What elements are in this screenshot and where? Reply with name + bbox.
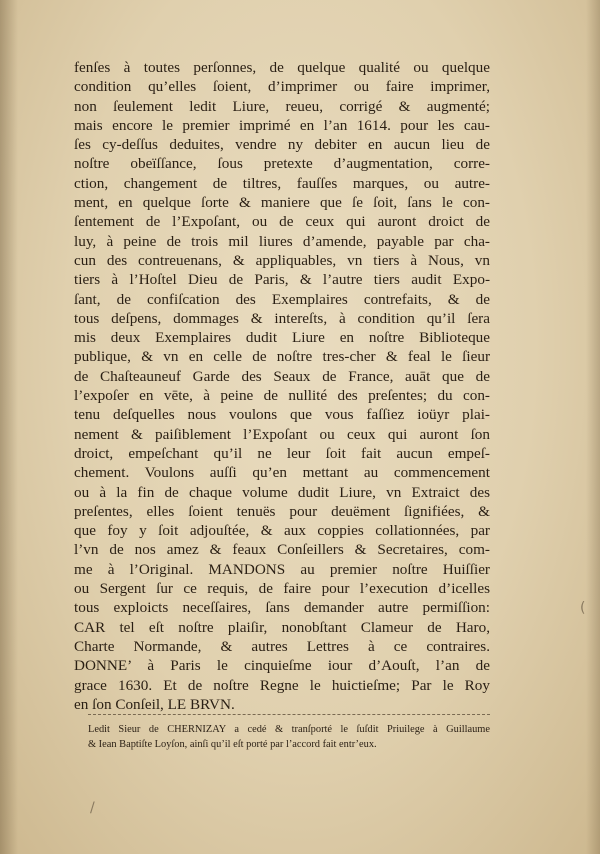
text-line-last: en ſon Conſeil, LE BRVN. (74, 695, 235, 713)
text-line: Charte Normande, & autres Lettres à ce contraires. (74, 637, 490, 655)
privilege-text-block (74, 58, 490, 714)
note-line: Ledit Sieur de CHERNIZAY a cedé & tranſporté le ſuſdit Priuilege à Guillaume (88, 724, 490, 735)
margin-mark: ( (580, 600, 586, 616)
text-line: l’vn de nos amez & feaux Conſeillers & Secretaires, com- (74, 541, 490, 559)
text-line: noſtre obeïſſance, ſous pretexte d’augmentation, corre- (74, 155, 490, 173)
text-line: me à l’Original. MANDONS au premier noſtre Huiſſier (74, 560, 490, 578)
transfer-note (88, 722, 490, 752)
text-line: que foy y ſoit adjouſtée, & aux coppies collationnées, par (74, 522, 490, 540)
text-line: chement. Voulons auſſi qu’en mettant au commencement (74, 464, 490, 482)
text-line: preſentes, elles ſoient tenuës pour deuëment ſignifiées, & (74, 502, 490, 520)
text-line: tous deſpens, dommages & intereſts, à condition qu’il ſera (74, 309, 490, 327)
text-line: tous exploicts neceſſaires, ſans demander autre permiſſion: (74, 599, 490, 617)
text-line: droict, empeſchant qu’il ne leur ſoit fait aucun empeſ- (74, 444, 490, 462)
note-line: & Iean Baptiſte Loyſon, ainſi qu’il eſt porté par l’accord fait entr’eux. (88, 739, 377, 750)
text-line: ou à la fin de chaque volume dudit Liure, vn Extraict des (74, 483, 490, 501)
text-line: tiers à l’Hoſtel Dieu de Paris, & l’autre tiers audit Expo- (74, 271, 490, 289)
text-line: de Chaſteauneuf Garde des Seaux de France, auāt que de (74, 367, 490, 385)
page-edge-shadow-left (0, 0, 18, 854)
text-line: condition qu’elles ſoient, d’imprimer ou faire imprimer, (74, 78, 490, 96)
text-line: ction, changement de tiltres, fauſſes marques, ou autre- (74, 174, 490, 192)
text-line: publique, & vn en celle de noſtre tres-cher & feal le ſieur (74, 348, 490, 366)
text-line: mis deux Exemplaires dudit Liure en noſtre Biblioteque (74, 329, 490, 347)
text-line: ſentement de l’Expoſant, ou de ceux qui auront droict de (74, 213, 490, 231)
text-line: grace 1630. Et de noſtre Regne le huictieſme; Par le Roy (74, 676, 490, 694)
text-line: ſes cy-deſſus deduites, vendre ny debiter en aucun lieu de (74, 136, 490, 154)
text-line: luy, à peine de trois mil liures d’amende, payable par cha- (74, 232, 490, 250)
text-line: CAR tel eſt noſtre plaiſir, nonobſtant Clameur de Haro, (74, 618, 490, 636)
text-line: non ſeulement ledit Liure, reueu, corrigé & augmenté; (74, 97, 490, 115)
margin-mark: / (90, 800, 95, 816)
text-line: fenſes à toutes perſonnes, de quelque qualité ou quelque (74, 59, 490, 76)
text-line: nement & paiſiblement l’Expoſant ou ceux qui auront ſon (74, 425, 490, 443)
text-line: l’expoſer en vēte, à peine de nullité des preſentes; du con- (74, 387, 490, 405)
text-line: tenu deſquelles nous voulons que vous faſſiez ioüyr plai- (74, 406, 490, 424)
text-line: ment, en quelque ſorte & maniere que ſe ſoit, ſans le con- (74, 194, 490, 212)
text-line: cun des contreuenans, & appliquables, vn tiers à Nous, vn (74, 251, 490, 269)
dashed-separator (88, 714, 490, 715)
text-line: ſant, de confiſcation des Exemplaires contrefaits, & de (74, 290, 490, 308)
text-line: ou Sergent ſur ce requis, de faire pour l’execution d’icelles (74, 580, 490, 598)
text-line: mais encore le premier imprimé en l’an 1614. pour les cau- (74, 116, 490, 134)
text-line: DONNE’ à Paris le cinquieſme iour d’Aouſt, l’an de (74, 657, 490, 675)
page-edge-shadow-right (586, 0, 600, 854)
